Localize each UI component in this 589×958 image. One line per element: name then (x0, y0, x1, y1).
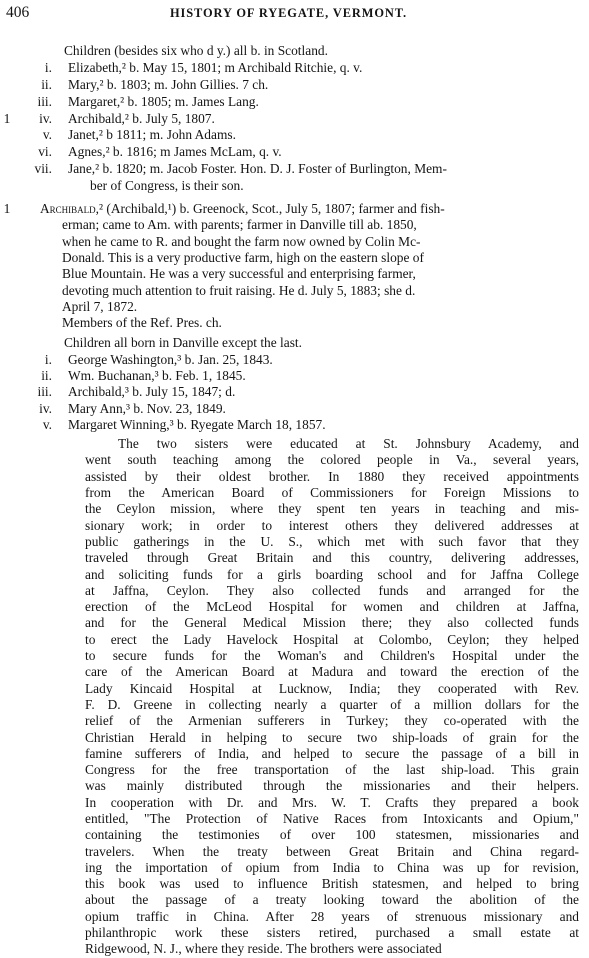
generation-number: 1 (3, 201, 11, 217)
child-entry (0, 60, 589, 77)
child-text: Archibald,³ b. July 15, 1847; d. (68, 384, 236, 400)
narrative-text: ing the importation of opium from India to China was up for revision, (85, 859, 579, 875)
child-continuation (0, 178, 589, 195)
narrative-line (0, 795, 589, 811)
narrative-line (0, 811, 589, 827)
child-entry (0, 77, 589, 94)
child-numeral: iv. (39, 400, 52, 416)
page-header (0, 4, 589, 24)
child-numeral: vi. (38, 144, 52, 160)
narrative-paragraph (0, 436, 589, 958)
entry-line (0, 250, 589, 266)
intro-text: Children (besides six who d y.) all b. in Scotland. (64, 43, 328, 58)
narrative-text: about the passage of a treaty looking toward the abolition of the (85, 892, 579, 908)
narrative-line (0, 730, 589, 746)
narrative-text: erection of the McLeod Hospital for women and children at Jaffna, (85, 599, 579, 615)
narrative-line (0, 892, 589, 908)
narrative-line (0, 501, 589, 517)
child-text: Elizabeth,² b. May 15, 1801; m Archibald Ritchie, q. v. (68, 59, 363, 75)
entry-text: Members of the Ref. Pres. ch. (62, 315, 222, 331)
narrative-line (0, 583, 589, 599)
narrative-line (0, 518, 589, 534)
entry-name: Archibald, (40, 201, 100, 217)
child-text: Margaret Winning,³ b. Ryegate March 18, 1857. (68, 416, 326, 432)
entry-text: ² (Archibald,¹) b. Greenock, Scot., July 5, 1807; farmer and fish- (99, 201, 445, 217)
narrative-line (0, 599, 589, 615)
child-numeral: iii. (37, 384, 52, 400)
child-numeral: vii. (34, 161, 52, 177)
child-numeral: v. (42, 127, 52, 143)
entry-heading-line (0, 201, 589, 217)
narrative-text: traveled through Great Britain and this country, delivering addresses, (85, 550, 579, 566)
child-text: Agnes,² b. 1816; m James McLam, q. v. (68, 144, 282, 160)
entry-line (0, 299, 589, 315)
child-numeral: v. (42, 416, 52, 432)
narrative-line (0, 713, 589, 729)
narrative-line (0, 778, 589, 794)
child-entry (0, 417, 589, 433)
narrative-line (0, 697, 589, 713)
narrative-line (0, 469, 589, 485)
child-numeral: iv. (39, 110, 52, 126)
narrative-text: containing the testimonies of over 100 statesmen, missionaries and (85, 827, 579, 843)
entry-line (0, 266, 589, 282)
page-body (0, 43, 589, 958)
narrative-line (0, 534, 589, 550)
narrative-line (0, 485, 589, 501)
narrative-line (0, 436, 589, 452)
child-entry (0, 352, 589, 368)
narrative-text: this book was used to influence British statesmen, and helped to bring (85, 876, 579, 892)
child-numeral: ii. (41, 367, 52, 383)
narrative-text: entitled, "The Protection of Native Races from Intoxicants and Opium," (85, 811, 579, 826)
narrative-line (0, 567, 589, 583)
generation-number: 1 (3, 110, 11, 126)
narrative-text: assisted by their oldest brother. In 1880 they received appointments (85, 468, 579, 484)
narrative-line (0, 648, 589, 664)
child-entry (0, 94, 589, 111)
narrative-line (0, 762, 589, 778)
narrative-text: to erect the Lady Havelock Hospital at Colombo, Ceylon; they helped (85, 631, 579, 647)
child-entry (0, 111, 589, 128)
narrative-line (0, 925, 589, 941)
narrative-line (0, 941, 589, 957)
child-numeral: i. (44, 59, 52, 75)
entry-text: Donald. This is a very productive farm, high on the eastern slope of (62, 249, 424, 265)
narrative-text: famine sufferers of India, and helped to secure the passage of a bill in (85, 745, 579, 761)
narrative-text: philanthropic work these sisters retired, purchased a small estate at (85, 925, 579, 941)
narrative-text: F. D. Greene in collecting nearly a quarter of a million dollars for the (85, 696, 579, 712)
child-text: Janet,² b 1811; m. John Adams. (68, 127, 236, 143)
entry-text: Blue Mountain. He was a very successful and enterprising farmer, (62, 266, 416, 282)
entry-line (0, 217, 589, 233)
intro-text: Children all born in Danville except the last. (64, 335, 302, 351)
narrative-text: relief of the Armenian sufferers in Turkey; they co-operated with the (85, 713, 579, 729)
narrative-text: went south teaching among the colored people in Va., several years, (85, 452, 579, 468)
children-intro (0, 43, 589, 60)
narrative-line (0, 827, 589, 843)
entry-line (0, 234, 589, 250)
child-text: Archibald,² b. July 5, 1807. (68, 110, 215, 126)
narrative-line (0, 746, 589, 762)
narrative-line (0, 550, 589, 566)
narrative-text: Lady Kincaid Hospital at Lucknow, India; they cooperated with Rev. (85, 680, 579, 696)
child-numeral: iii. (37, 93, 52, 109)
narrative-line (0, 615, 589, 631)
narrative-line (0, 876, 589, 892)
narrative-text: was mainly distributed through the missionaries and their helpers. (85, 778, 579, 794)
narrative-line (0, 860, 589, 876)
child-text: Margaret,² b. 1805; m. James Lang. (68, 93, 259, 109)
narrative-text: The two sisters were educated at St. Johnsbury Academy, and (118, 436, 579, 452)
narrative-text: In cooperation with Dr. and Mrs. W. T. Crafts they prepared a book (85, 794, 579, 810)
entry-heading (40, 201, 445, 217)
child-text: Mary Ann,³ b. Nov. 23, 1849. (68, 400, 226, 416)
narrative-text: travelers. When the treaty between Great Britain and China regard- (85, 843, 579, 859)
narrative-text: sionary work; in order to interest others they delivered addresses at (85, 517, 579, 533)
narrative-text: public gatherings in the U. S., which met with such favor that they (85, 533, 579, 549)
child-entry (0, 384, 589, 400)
narrative-line (0, 452, 589, 468)
entry-line (0, 283, 589, 299)
narrative-text: Christian Herald in helping to secure two ship-loads of grain for the (85, 729, 579, 745)
narrative-line (0, 632, 589, 648)
child-text: Mary,² b. 1803; m. John Gillies. 7 ch. (68, 76, 269, 92)
narrative-text: the Ceylon mission, where they spent ten years in teaching and mis- (85, 501, 579, 517)
child-numeral: i. (44, 351, 52, 367)
entry-text: erman; came to Am. with parents; farmer in Danville till ab. 1850, (62, 217, 417, 233)
entry-text: when he came to R. and bought the farm now owned by Colin Mc- (62, 233, 421, 249)
child-entry (0, 161, 589, 178)
narrative-text: Congress for the free transportation of the last ship-load. This grain (85, 762, 579, 778)
entry-text: devoting much attention to fruit raising. He d. July 5, 1883; she d. (62, 282, 416, 298)
child-text: Wm. Buchanan,³ b. Feb. 1, 1845. (68, 367, 246, 383)
child-entry (0, 368, 589, 384)
child-text: Jane,² b. 1820; m. Jacob Foster. Hon. D. J. Foster of Burlington, Mem- (68, 161, 447, 177)
narrative-text: and for the General Medical Mission there; they also collected funds (85, 615, 579, 631)
narrative-text: at Jaffna, Ceylon. They also collected funds and arranged for the (85, 582, 579, 598)
continuation-text: ber of Congress, is their son. (90, 178, 244, 194)
entry-text: April 7, 1872. (62, 298, 138, 314)
narrative-text: from the American Board of Commissioners for Foreign Missions to (85, 485, 579, 501)
entry-line (0, 315, 589, 331)
narrative-text: opium traffic in China. After 28 years of strenuous missionary and (85, 908, 579, 924)
page-number: 406 (6, 4, 30, 21)
narrative-line (0, 844, 589, 860)
child-entry (0, 144, 589, 161)
narrative-text: Ridgewood, N. J., where they reside. The brothers were associated (85, 941, 442, 957)
narrative-text: care of the American Board at Madura and toward the erection of the (85, 664, 579, 680)
children-intro (0, 335, 589, 351)
child-numeral: ii. (41, 76, 52, 92)
narrative-line (0, 909, 589, 925)
narrative-line (0, 664, 589, 680)
narrative-line (0, 681, 589, 697)
narrative-text: to secure funds for the Woman's and Children's Hospital under the (85, 648, 579, 664)
child-entry (0, 127, 589, 144)
child-entry (0, 401, 589, 417)
running-title: HISTORY OF RYEGATE, VERMONT. (170, 6, 407, 20)
child-text: George Washington,³ b. Jan. 25, 1843. (68, 351, 273, 367)
narrative-text: and soliciting funds for a girls boarding school and for Jaffna College (85, 566, 579, 582)
